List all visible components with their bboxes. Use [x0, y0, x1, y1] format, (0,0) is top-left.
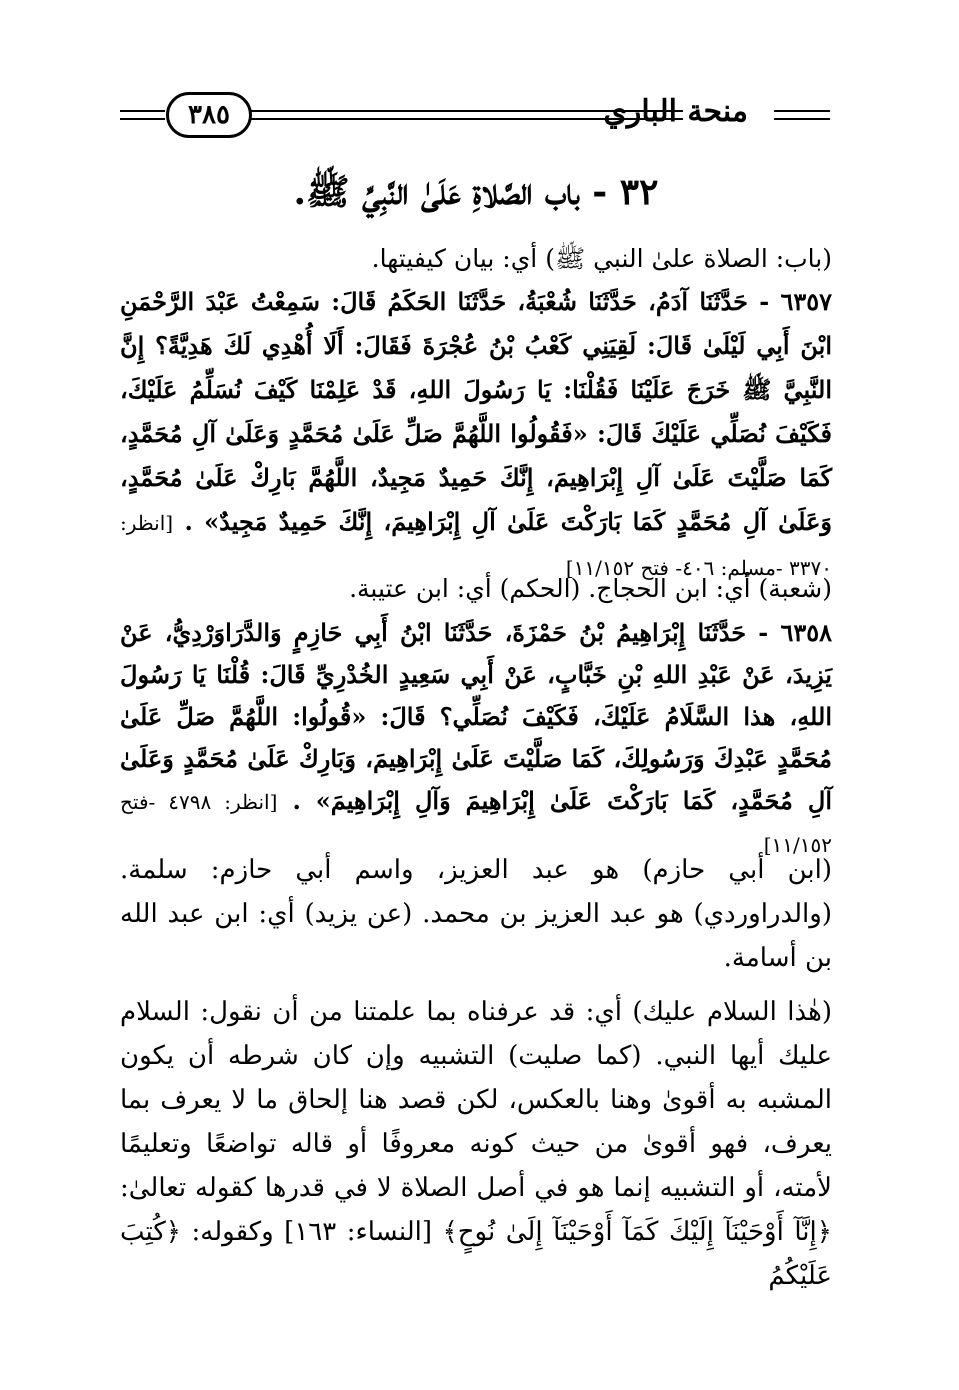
page-number: ٣٨٥ [166, 92, 252, 138]
book-title: منحة الباري [603, 94, 748, 129]
explanation-paragraph: (باب: الصلاة علىٰ النبي ﷺ) أي: بيان كيفيتها. [371, 244, 832, 273]
page-header [120, 88, 830, 140]
chapter-title: ٣٢ - باب الصَّلاةِ عَلَىٰ النَّبِيِّ ﷺ. [293, 171, 659, 213]
header-rule [774, 118, 830, 120]
header-rule [120, 110, 165, 112]
hadith-reference: [انظر: ٣٣٧٠ -مسلم: ٤٠٦- فتح ١١/١٥٢] [120, 511, 832, 580]
explanation-paragraph: (شعبة) أي: ابن الحجاج. (الحكم) أي: ابن عتيبة. [349, 574, 832, 603]
header-rule [120, 118, 165, 120]
header-rule [774, 110, 830, 112]
hadith-body: ٦٣٥٧ - حَدَّثَنَا آدَمُ، حَدَّثَنَا شُعْبَةُ، حَدَّثَنَا الحَكَمُ قَالَ: سَمِعْتُ عَبْدَ الرَّحْمَنِ ابْنَ أَبِي لَيْلَىٰ قَالَ: لَقِيَنِي كَعْبُ بْنُ عُجْرَةَ فَقَالَ: أَلَا أُهْدِي لَكَ هَدِيَّةً؟ إِنَّ النَّبِيَّ ﷺ خَرَجَ عَلَيْنَا فَقُلْنَا: يَا رَسُولَ اللهِ، قَدْ عَلِمْنَا كَيْفَ نُسَلِّمُ عَلَيْكَ، فَكَيْفَ نُصَلِّي عَلَيْكَ قَالَ: «فَقُولُوا اللَّهُمَّ صَلِّ عَلَىٰ مُحَمَّدٍ وَعَلَىٰ آلِ مُحَمَّدٍ، كَمَا صَلَّيْتَ عَلَىٰ آلِ إِبْرَاهِيمَ، إِنَّكَ حَمِيدٌ مَجِيدٌ، اللَّهُمَّ بَارِكْ عَلَىٰ مُحَمَّدٍ، وَعَلَىٰ آلِ مُحَمَّدٍ كَمَا بَارَكْتَ عَلَىٰ آلِ إِبْرَاهِيمَ، إِنَّكَ حَمِيدٌ مَجِيدٌ» . [120, 287, 833, 536]
explanation-paragraph: (هٰذا السلام عليك) أي: قد عرفناه بما علمتنا من أن نقول: السلام عليك أيها النبي. (كما صليت) التشبيه وإن كان شرطه أن يكون المشبه به أقوىٰ وهنا بالعكس، لكن قصد هنا إلحاق ما لا يعرف بما يعرف، فهو أقوىٰ من حيث كونه معروفًا أو قاله تواضعًا وتعليمًا لأمته، أو التشبيه إنما هو في أصل الصلاة لا في قدرها كقوله تعالىٰ: ﴿إِنَّآ أَوْحَيْنَآ إِلَيْكَ كَمَآ أَوْحَيْنَآ إِلَىٰ نُوحٍ﴾ [النساء: ١٦٣] وكقوله: ﴿كُتِبَ عَلَيْكُمُ [120, 997, 832, 1291]
hadith-text [120, 280, 864, 590]
hadith-body: ٦٣٥٨ - حَدَّثَنَا إِبْرَاهِيمُ بْنُ حَمْزَةَ، حَدَّثَنَا ابْنُ أَبِي حَازِمٍ وَالدَّرَاوَرْدِيُّ، عَنْ يَزِيدَ، عَنْ عَبْدِ اللهِ بْنِ خَبَّابٍ، عَنْ أَبِي سَعِيدٍ الخُدْرِيِّ قَالَ: قُلْنَا يَا رَسُولَ اللهِ، هذا السَّلَامُ عَلَيْكَ، فَكَيْفَ نُصَلِّي؟ قَالَ: «قُولُوا: اللَّهُمَّ صَلِّ عَلَىٰ مُحَمَّدٍ عَبْدِكَ وَرَسُولِكَ، كَمَا صَلَّيْتَ عَلَىٰ إِبْرَاهِيمَ، وَبَارِكْ عَلَىٰ مُحَمَّدٍ وَعَلَىٰ آلِ مُحَمَّدٍ، كَمَا بَارَكْتَ عَلَىٰ إِبْرَاهِيمَ وَآلِ إِبْرَاهِيمَ» . [120, 618, 833, 815]
hadith-text [120, 612, 864, 866]
explanation-paragraph: (ابن أبي حازم) هو عبد العزيز، واسم أبي حازم: سلمة. (والدراوردي) هو عبد العزيز بن محمد. (عن يزيد) أي: ابن عبد الله بن أسامة. [120, 855, 832, 973]
hadith-reference: [انظر: ٤٧٩٨ -فتح ١١/١٥٢] [120, 790, 832, 857]
